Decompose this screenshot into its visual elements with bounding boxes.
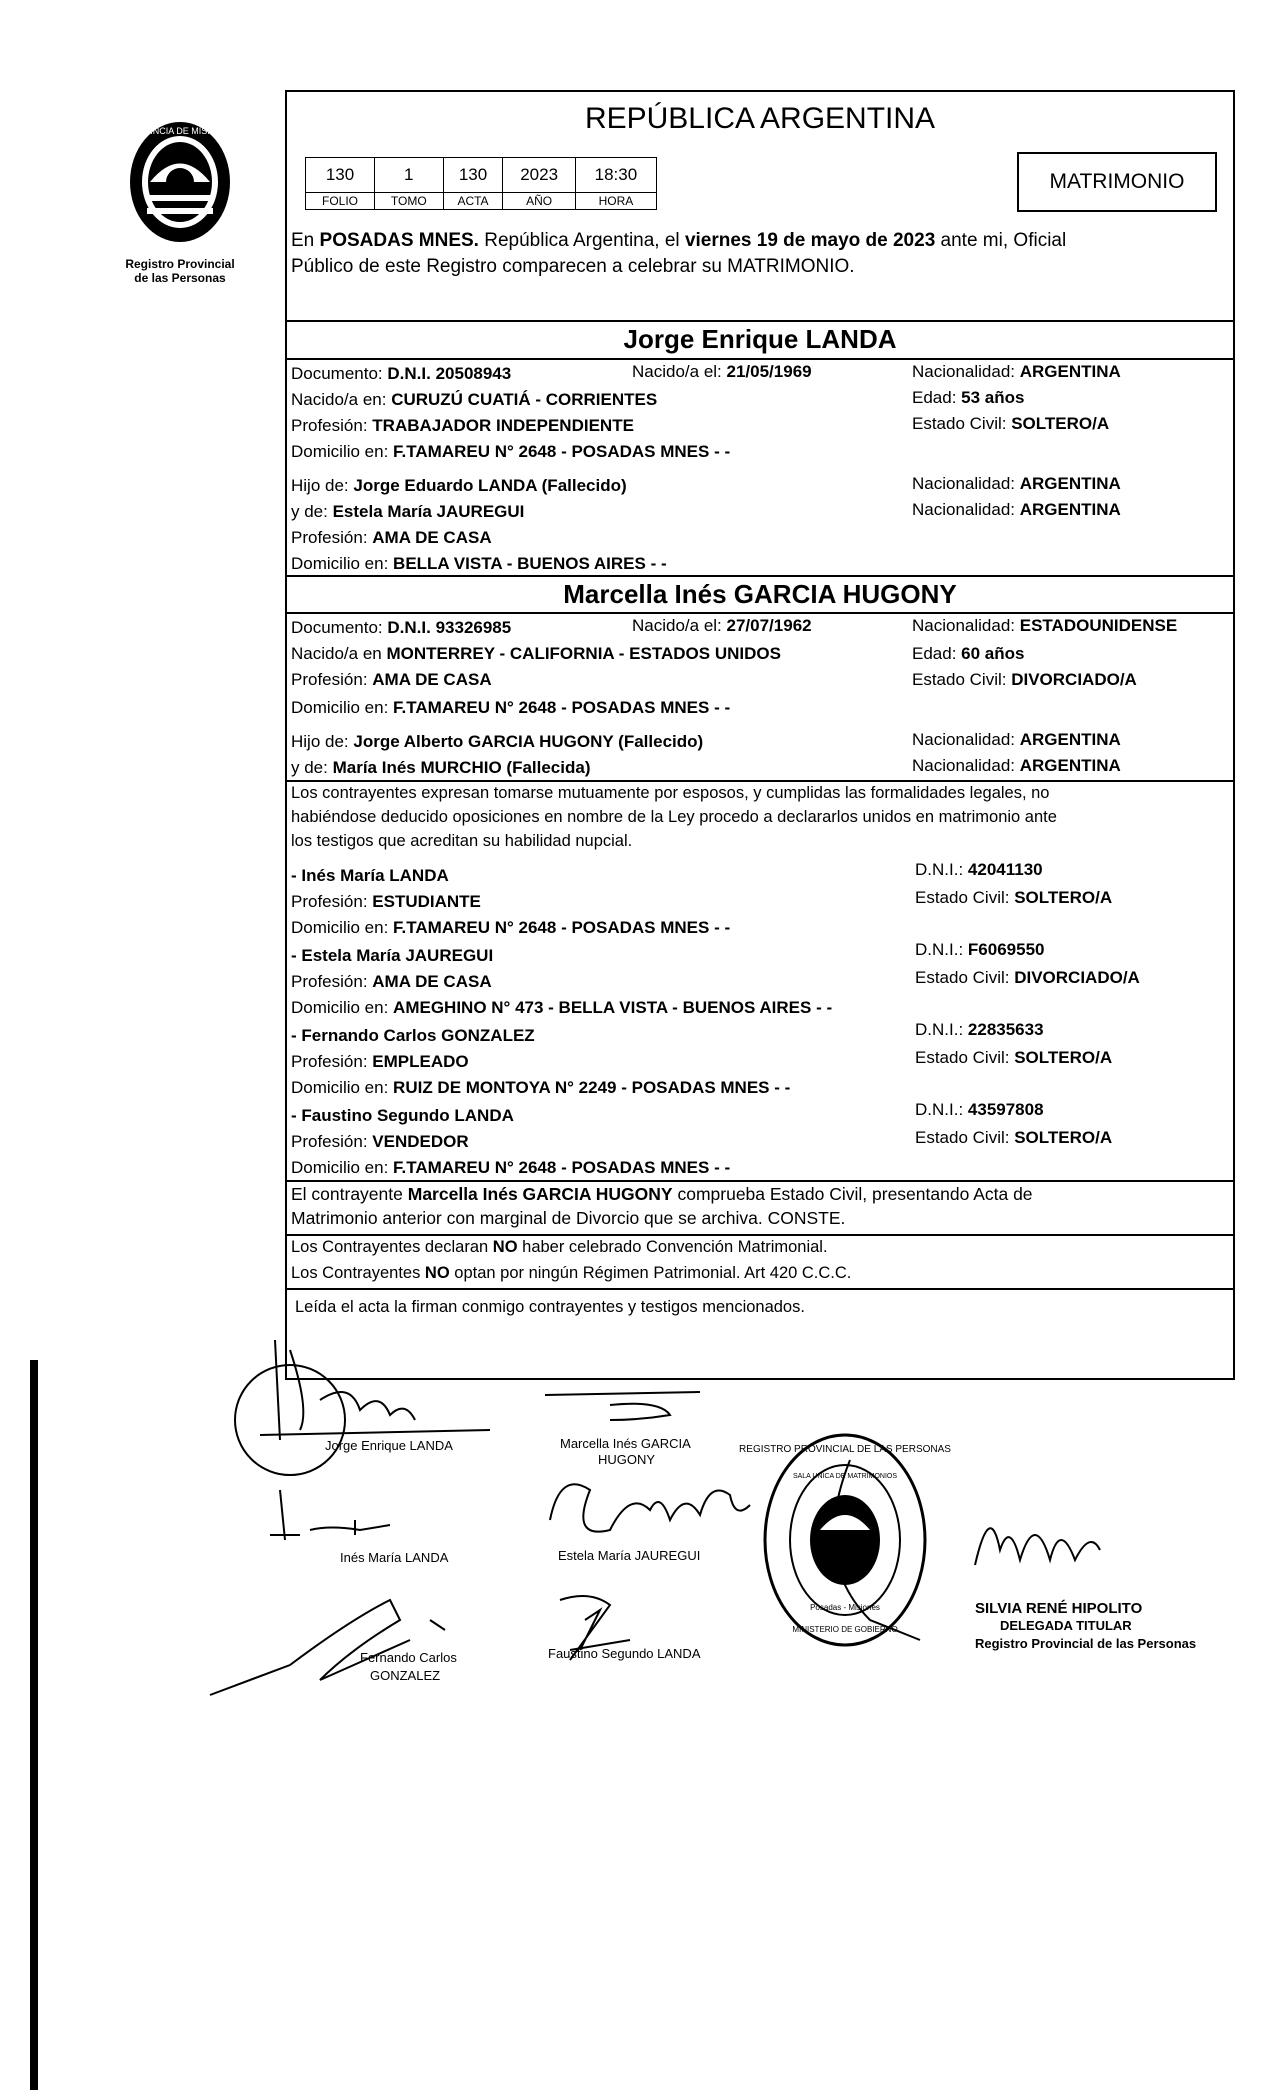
intro-text: ante mi, Oficial — [940, 230, 1067, 251]
official-seal — [739, 1430, 951, 1650]
act-type: MATRIMONIO — [1017, 152, 1217, 212]
label: Profesión: — [291, 1132, 368, 1151]
signature-jorge-landa — [235, 1340, 490, 1475]
spouse1-age — [912, 388, 1024, 408]
year-value: 2023 — [503, 158, 575, 193]
note-text: Los Contrayentes declaran — [291, 1238, 489, 1256]
spouse1-nat — [912, 362, 1121, 382]
label: Nacionalidad: — [912, 756, 1016, 775]
witness4-dni — [915, 1100, 1044, 1120]
year-label: AÑO — [503, 193, 575, 210]
value: DIVORCIADO/A — [1011, 670, 1137, 689]
divider — [287, 575, 1233, 577]
spouse1-birthplace — [291, 390, 657, 410]
label: Nacionalidad: — [912, 730, 1016, 749]
hour-label: HORA — [575, 193, 656, 210]
witness3-job — [291, 1052, 469, 1072]
witness1-home — [291, 918, 730, 938]
note-name: Marcella Inés GARCIA HUGONY — [407, 1184, 673, 1204]
sig-label-marcella-1: Marcella Inés GARCIA — [560, 1436, 691, 1451]
value: 27/07/1962 — [726, 616, 812, 635]
label: Documento: — [291, 618, 383, 637]
sig-label-marcella-2: HUGONY — [598, 1452, 656, 1467]
value: CURUZÚ CUATIÁ - CORRIENTES — [391, 390, 658, 409]
country-title: REPÚBLICA ARGENTINA — [584, 102, 936, 135]
spouse2-nat — [912, 616, 1177, 636]
official-org: Registro Provincial de las Personas — [975, 1636, 1197, 1651]
official-role: DELEGADA TITULAR — [1000, 1618, 1132, 1633]
spouse2-age — [912, 644, 1024, 664]
intro-date: viernes 19 de mayo de 2023 — [684, 230, 936, 251]
note-no: NO — [492, 1238, 518, 1256]
value: Estela María JAUREGUI — [332, 502, 525, 521]
declaration-line1: Los contrayentes expresan tomarse mutuamente por esposos, y cumplidas las formalidades legales, no — [291, 784, 1050, 802]
sig-label-faustino: Faustino Segundo LANDA — [548, 1646, 701, 1661]
intro-place: POSADAS MNES. — [319, 230, 479, 251]
value: EMPLEADO — [372, 1052, 469, 1071]
witness1-civil — [915, 888, 1112, 908]
value: 43597808 — [967, 1100, 1044, 1119]
label: D.N.I.: — [915, 1100, 964, 1119]
sig-label-fernando-2: GONZALEZ — [370, 1668, 441, 1683]
convention-note — [291, 1238, 828, 1257]
spouse2-father — [291, 732, 703, 752]
value: F.TAMAREU N° 2648 - POSADAS MNES - - — [393, 442, 731, 461]
witness2-home — [291, 998, 832, 1018]
divider — [287, 1234, 1233, 1236]
witness1-job — [291, 892, 481, 912]
label: Nacido/a el: — [632, 616, 722, 635]
intro-text: En — [291, 230, 315, 251]
divider — [287, 1180, 1233, 1182]
value: 42041130 — [967, 860, 1043, 879]
value: ARGENTINA — [1019, 756, 1121, 775]
note-text: haber celebrado Convención Matrimonial. — [522, 1238, 828, 1256]
value: ARGENTINA — [1019, 474, 1121, 493]
value: ESTUDIANTE — [372, 892, 481, 911]
seal-ministry-text: MINISTERIO DE GOBIERNO — [792, 1625, 898, 1634]
spouse2-civil — [912, 670, 1137, 690]
spouse1-mother-nat — [912, 500, 1121, 520]
note-no: NO — [424, 1264, 450, 1282]
divider — [287, 358, 1233, 360]
label: Profesión: — [291, 670, 368, 689]
sig-label-fernando-1: Fernando Carlos — [360, 1650, 457, 1665]
label: Nacionalidad: — [912, 616, 1016, 635]
spouse2-mother — [291, 758, 590, 778]
divorce-note-line2: Matrimonio anterior con marginal de Divorcio que se archiva. CONSTE. — [291, 1208, 846, 1228]
witness2-job — [291, 972, 492, 992]
witness4-job — [291, 1132, 469, 1152]
witness4-name: - Faustino Segundo LANDA — [291, 1106, 514, 1125]
spouse2-name: Marcella Inés GARCIA HUGONY — [563, 579, 957, 609]
value: SOLTERO/A — [1011, 414, 1110, 433]
value: 53 años — [961, 388, 1025, 407]
value: AMA DE CASA — [372, 670, 492, 689]
marriage-certificate — [285, 90, 1235, 1380]
closing-statement: Leída el acta la firman conmigo contrayentes y testigos mencionados. — [295, 1298, 805, 1316]
label: Domicilio en: — [291, 698, 389, 717]
witness4-civil — [915, 1128, 1112, 1148]
label: Estado Civil: — [915, 1128, 1010, 1147]
value: 22835633 — [967, 1020, 1044, 1039]
label: Hijo de: — [291, 476, 349, 495]
witness2-name: - Estela María JAUREGUI — [291, 946, 494, 965]
value: ARGENTINA — [1019, 730, 1121, 749]
witness2-civil — [915, 968, 1140, 988]
witness2-dni — [915, 940, 1044, 960]
divorce-note-line1 — [291, 1184, 1033, 1205]
label: Edad: — [912, 644, 957, 663]
spouse1-name: Jorge Enrique LANDA — [623, 324, 897, 354]
official-name: SILVIA RENÉ HIPOLITO — [975, 1600, 1143, 1617]
value: TRABAJADOR INDEPENDIENTE — [372, 416, 634, 435]
label: Profesión: — [291, 416, 368, 435]
label: Domicilio en: — [291, 442, 389, 461]
note-text: El contrayente — [291, 1184, 403, 1204]
label: D.N.I.: — [915, 940, 964, 959]
value: MONTERREY - CALIFORNIA - ESTADOS UNIDOS — [386, 644, 781, 663]
label: Edad: — [912, 388, 957, 407]
label: Documento: — [291, 364, 383, 383]
sig-label-ines: Inés María LANDA — [340, 1550, 449, 1565]
value: Jorge Alberto GARCIA HUGONY (Fallecido) — [353, 732, 704, 751]
label: Profesión: — [291, 972, 368, 991]
logo-caption-line1: Registro Provincial — [125, 257, 235, 271]
folio-label: FOLIO — [306, 193, 375, 210]
value: AMA DE CASA — [372, 528, 492, 547]
spouse1-father-nat — [912, 474, 1121, 494]
spouse2-doc — [291, 618, 511, 638]
value: SOLTERO/A — [1014, 888, 1113, 907]
provincial-shield-icon — [125, 120, 235, 250]
label: Profesión: — [291, 528, 368, 547]
signature-marcella-garcia — [545, 1392, 700, 1420]
hour-value: 18:30 — [575, 158, 656, 193]
spouse1-job — [291, 416, 634, 436]
folio-value: 130 — [306, 158, 375, 193]
seal-bottom-text: Posadas - Misiones — [810, 1603, 880, 1612]
label: Profesión: — [291, 892, 368, 911]
logo-caption-line2: de las Personas — [134, 271, 226, 285]
sig-label-estela: Estela María JAUREGUI — [558, 1548, 701, 1563]
acta-value: 130 — [443, 158, 503, 193]
tomo-label: TOMO — [375, 193, 444, 210]
value: ARGENTINA — [1019, 362, 1121, 381]
label: D.N.I.: — [915, 1020, 964, 1039]
signature-estela-jauregui — [550, 1484, 750, 1531]
label: Domicilio en: — [291, 554, 389, 573]
value: AMEGHINO N° 473 - BELLA VISTA - BUENOS AIRES - - — [393, 998, 833, 1017]
value: 60 años — [961, 644, 1025, 663]
witness3-home — [291, 1078, 790, 1098]
value: F6069550 — [967, 940, 1045, 959]
witness3-civil — [915, 1048, 1112, 1068]
spouse1-doc — [291, 364, 511, 384]
spouse1-parents-home — [291, 554, 667, 574]
value: DIVORCIADO/A — [1014, 968, 1140, 987]
witness1-dni — [915, 860, 1043, 880]
value: D.N.I. 93326985 — [387, 618, 512, 637]
label: D.N.I.: — [915, 860, 964, 879]
label: Estado Civil: — [912, 414, 1007, 433]
seal-inner-text: SALA UNICA DE MATRIMONIOS — [792, 1473, 898, 1480]
value: D.N.I. 20508943 — [387, 364, 512, 383]
witness3-dni — [915, 1020, 1044, 1040]
logo-caption — [110, 257, 250, 285]
value: RUIZ DE MONTOYA N° 2249 - POSADAS MNES - - — [393, 1078, 791, 1097]
label: Nacionalidad: — [912, 474, 1016, 493]
intro-text: República Argentina, el — [484, 230, 680, 251]
sig-label-jorge: Jorge Enrique LANDA — [325, 1438, 453, 1453]
acta-label: ACTA — [443, 193, 503, 210]
label: Hijo de: — [291, 732, 349, 751]
label: Estado Civil: — [915, 1048, 1010, 1067]
label: y de: — [291, 758, 328, 777]
value: ARGENTINA — [1019, 500, 1121, 519]
spouse1-father — [291, 476, 627, 496]
value: ESTADOUNIDENSE — [1019, 616, 1178, 635]
declaration-line2: habiéndose deducido oposiciones en nombre de la Ley procedo a declararlos unidos en matrimonio ante — [291, 808, 1057, 826]
spouse2-job — [291, 670, 492, 690]
spouse1-born — [632, 362, 812, 382]
label: Domicilio en: — [291, 1078, 389, 1097]
spouse2-father-nat — [912, 730, 1121, 750]
divider — [287, 320, 1233, 322]
registry-logo — [110, 120, 250, 300]
label: Domicilio en: — [291, 1158, 389, 1177]
label: Estado Civil: — [915, 968, 1010, 987]
value: María Inés MURCHIO (Fallecida) — [332, 758, 591, 777]
label: Domicilio en: — [291, 918, 389, 937]
regime-note — [291, 1264, 851, 1283]
witness4-home — [291, 1158, 730, 1178]
witness3-name: - Fernando Carlos GONZALEZ — [291, 1026, 535, 1045]
value: Jorge Eduardo LANDA (Fallecido) — [353, 476, 627, 495]
intro-line2: Público de este Registro comparecen a celebrar su MATRIMONIO. — [291, 256, 855, 277]
value: F.TAMAREU N° 2648 - POSADAS MNES - - — [393, 698, 731, 717]
label: Profesión: — [291, 1052, 368, 1071]
label: Nacionalidad: — [912, 500, 1016, 519]
value: VENDEDOR — [372, 1132, 469, 1151]
spouse2-born — [632, 616, 812, 636]
value: AMA DE CASA — [372, 972, 492, 991]
scan-edge-bar — [30, 1360, 38, 2090]
tomo-value: 1 — [375, 158, 444, 193]
intro-line1 — [291, 230, 1066, 252]
divider — [287, 612, 1233, 614]
label: Nacido/a en: — [291, 390, 387, 409]
label: Nacionalidad: — [912, 362, 1016, 381]
label: Domicilio en: — [291, 998, 389, 1017]
seal-outer-text: REGISTRO PROVINCIAL DE LAS PERSONAS — [739, 1444, 951, 1455]
spouse2-mother-nat — [912, 756, 1121, 776]
note-text: Los Contrayentes — [291, 1264, 421, 1282]
spouse1-home — [291, 442, 730, 462]
label: Nacido/a en — [291, 644, 382, 663]
seal-icon — [739, 1430, 951, 1650]
label: Estado Civil: — [912, 670, 1007, 689]
value: 21/05/1969 — [726, 362, 812, 381]
spouse1-civil — [912, 414, 1109, 434]
spouse2-home — [291, 698, 730, 718]
signature-ines-landa — [270, 1490, 390, 1540]
spouse1-mother — [291, 502, 524, 522]
note-text: comprueba Estado Civil, presentando Acta de — [677, 1184, 1033, 1204]
value: BELLA VISTA - BUENOS AIRES - - — [393, 554, 667, 573]
register-table — [305, 157, 657, 210]
value: F.TAMAREU N° 2648 - POSADAS MNES - - — [393, 1158, 731, 1177]
label: y de: — [291, 502, 328, 521]
value: SOLTERO/A — [1014, 1128, 1113, 1147]
label: Nacido/a el: — [632, 362, 722, 381]
signature-area — [230, 1320, 1230, 1800]
witness1-name: - Inés María LANDA — [291, 866, 449, 885]
label: Estado Civil: — [915, 888, 1010, 907]
logo-ring-text: PROVINCIA DE MISIONES — [124, 126, 236, 136]
note-text: optan por ningún Régimen Patrimonial. Art 420 C.C.C. — [454, 1264, 852, 1282]
spouse1-parents-job — [291, 528, 492, 548]
value: F.TAMAREU N° 2648 - POSADAS MNES - - — [393, 918, 731, 937]
value: SOLTERO/A — [1014, 1048, 1113, 1067]
declaration-line3: los testigos que acreditan su habilidad nupcial. — [291, 832, 633, 850]
divider — [287, 1288, 1233, 1290]
spouse2-birthplace — [291, 644, 781, 664]
divider — [287, 780, 1233, 782]
